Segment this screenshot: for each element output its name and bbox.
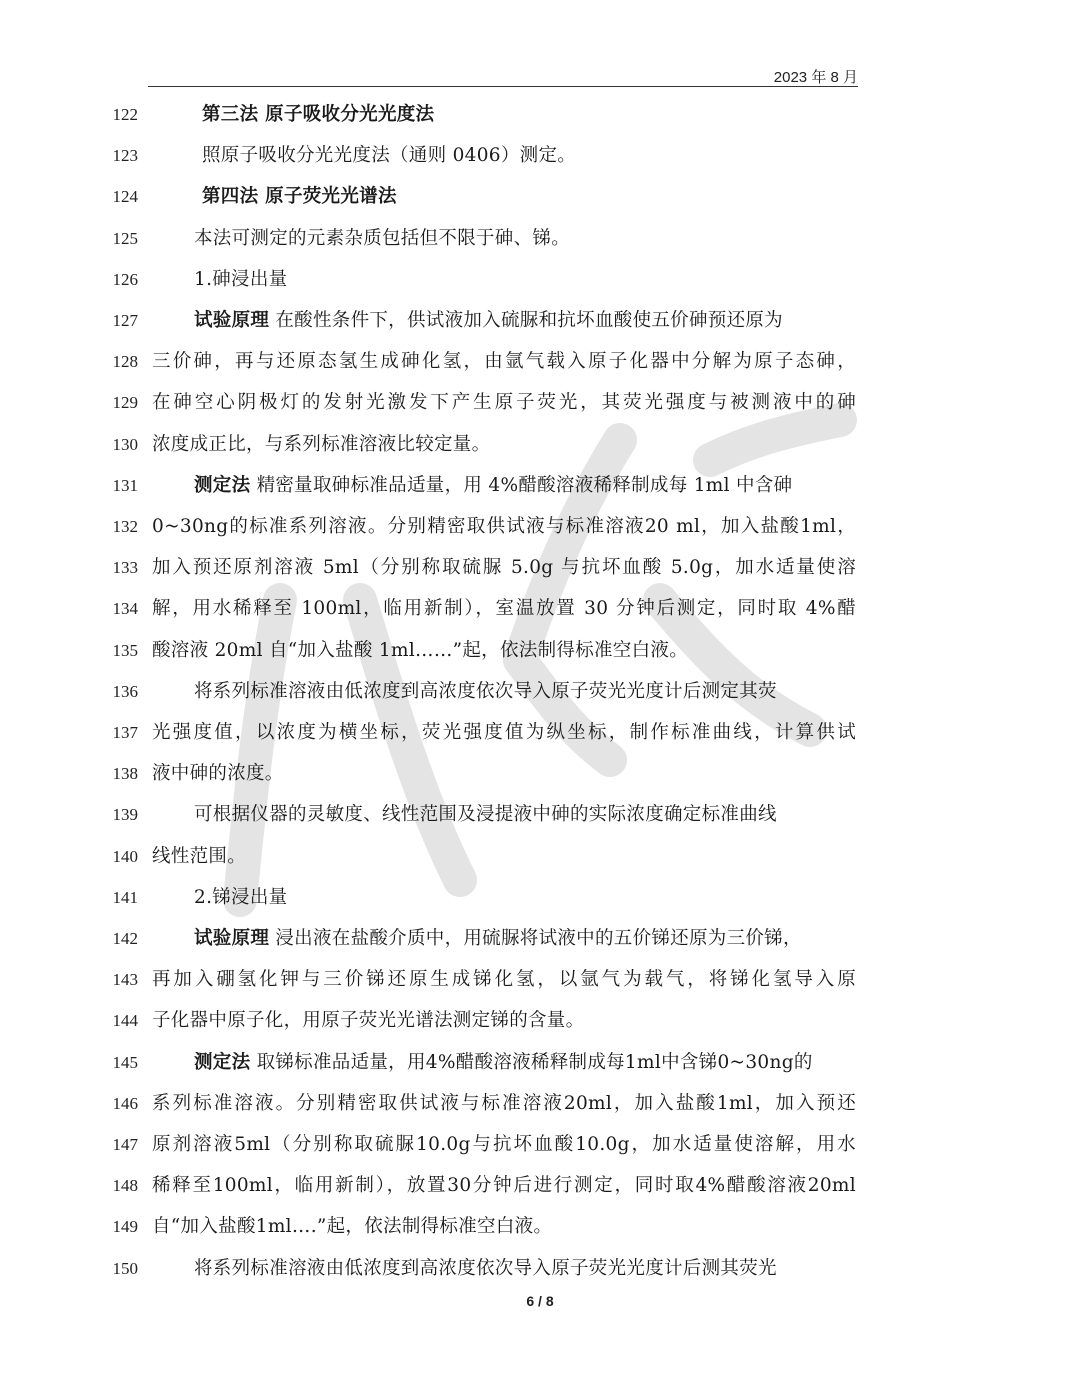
line-content: 本法可测定的元素杂质包括但不限于砷、锑。 [194, 227, 571, 249]
document-line [0, 718, 1080, 748]
line-content: 将系列标准溶液由低浓度到高浓度依次导入原子荧光光度计后测其荧光 [194, 1257, 777, 1279]
line-number: 150 [112, 1258, 138, 1278]
document-line [0, 594, 1080, 624]
header-date: 2023 年 8 月 [773, 69, 858, 86]
line-content: 再加入硼氢化钾与三价锑还原生成锑化氢，以氩气为载气，将锑化氢导入原 [152, 969, 856, 991]
document-line [0, 1171, 1080, 1201]
line-number: 147 [112, 1135, 138, 1154]
line-text [194, 1048, 813, 1078]
header-rule [148, 86, 858, 87]
document-line [0, 1254, 1080, 1284]
line-text [152, 965, 856, 995]
document-line [0, 388, 1080, 418]
line-text [152, 1171, 856, 1201]
line-content: 在酸性条件下，供试液加入硫脲和抗坏血酸使五价砷预还原为 [269, 310, 783, 331]
line-text [202, 182, 397, 212]
line-content: 1.砷浸出量 [194, 268, 288, 290]
line-content: 可根据仪器的灵敏度、线性范围及浸提液中砷的实际浓度确定标准曲线 [194, 804, 777, 826]
line-content: 酸溶液 20ml 自“加入盐酸 1ml……”起，依法制得标准空白液。 [152, 639, 688, 661]
line-content: 0~30ng的标准系列溶液。分别精密取供试液与标准溶液20 ml，加入盐酸1ml， [152, 516, 856, 537]
line-text [194, 924, 802, 954]
line-number: 138 [112, 764, 138, 784]
line-text [194, 265, 287, 295]
line-content: 照原子吸收分光光度法（通则 0406）测定。 [202, 145, 577, 167]
line-number: 134 [112, 599, 138, 619]
line-content: 解，用水稀释至 100ml，临用新制），室温放置 30 分钟后测定，同时取 4%醋 [152, 598, 856, 620]
line-number: 136 [112, 681, 138, 701]
line-text [152, 636, 688, 666]
line-content: 精密量取砷标准品适量，用 4%醋酸溶液稀释制成每 1ml 中含砷 [250, 474, 793, 496]
document-line [0, 182, 1080, 212]
line-number: 139 [112, 805, 138, 825]
line-number: 137 [112, 723, 138, 742]
line-text [152, 1006, 584, 1036]
document-line [0, 265, 1080, 295]
line-content: 加入预还原剂溶液 5ml（分别称取硫脲 5.0g 与抗坏血酸 5.0g，加水适量使溶 [152, 557, 856, 579]
line-number: 124 [112, 187, 138, 207]
document-line [0, 924, 1080, 954]
line-number: 131 [112, 475, 138, 495]
section-heading: 试验原理 [194, 310, 270, 331]
line-content: 系列标准溶液。分别精密取供试液与标准溶液20ml，加入盐酸1ml，加入预还 [152, 1092, 856, 1114]
section-heading: 试验原理 [194, 928, 270, 949]
line-content: 稀释至100ml，临用新制），放置30分钟后进行测定，同时取4%醋酸溶液20ml [152, 1175, 856, 1197]
line-content: 2.锑浸出量 [194, 886, 288, 908]
document-line [0, 1212, 1080, 1242]
page-number: 6 / 8 [526, 1293, 554, 1309]
section-heading: 第三法 原子吸收分光光度法 [202, 104, 435, 125]
line-number: 129 [112, 393, 138, 413]
line-content: 取锑标准品适量，用4%醋酸溶液稀释制成每1ml中含锑0~30ng的 [250, 1051, 813, 1073]
line-number: 132 [112, 517, 138, 536]
line-text [152, 842, 246, 872]
line-text [152, 512, 856, 542]
document-line [0, 141, 1080, 171]
line-number: 145 [112, 1052, 138, 1072]
section-heading: 测定法 [194, 474, 251, 496]
document-line [0, 759, 1080, 789]
line-number: 125 [112, 228, 138, 248]
line-content: 浸出液在盐酸介质中，用硫脲将试液中的五价锑还原为三价锑， [269, 928, 802, 949]
line-content: 线性范围。 [152, 845, 247, 867]
document-line [0, 1130, 1080, 1160]
line-number: 128 [112, 352, 138, 372]
line-number: 144 [112, 1011, 138, 1031]
section-heading: 测定法 [194, 1051, 251, 1073]
line-text [194, 883, 287, 913]
document-line [0, 430, 1080, 460]
line-number: 126 [112, 269, 138, 289]
line-text [152, 1212, 552, 1242]
line-number: 140 [112, 846, 138, 866]
line-number: 135 [112, 640, 138, 660]
document-line [0, 553, 1080, 583]
line-text [194, 800, 777, 830]
line-content: 在砷空心阴极灯的发射光激发下产生原子荧光，其荧光强度与被测液中的砷 [152, 392, 856, 414]
line-content: 液中砷的浓度。 [152, 763, 284, 785]
document-line [0, 636, 1080, 666]
line-content: 三价砷，再与还原态氢生成砷化氢，由氩气载入原子化器中分解为原子态砷， [152, 351, 856, 373]
line-number: 133 [112, 558, 138, 578]
document-line [0, 1089, 1080, 1119]
line-number: 123 [112, 146, 138, 166]
line-text [194, 224, 570, 254]
line-text [202, 100, 434, 130]
line-text [152, 1130, 856, 1160]
document-line [0, 100, 1080, 130]
line-content: 浓度成正比，与系列标准溶液比较定量。 [152, 433, 491, 455]
document-line [0, 512, 1080, 542]
line-content: 光强度值，以浓度为横坐标，荧光强度值为纵坐标，制作标准曲线，计算供试 [152, 722, 856, 743]
line-number: 130 [112, 434, 138, 454]
line-text [152, 1089, 856, 1119]
line-text [194, 677, 777, 707]
line-text [152, 759, 284, 789]
document-line [0, 471, 1080, 501]
document-line [0, 883, 1080, 913]
document-line [0, 347, 1080, 377]
line-text [152, 347, 856, 377]
line-text [194, 471, 792, 501]
line-number: 141 [112, 887, 138, 907]
document-line [0, 306, 1080, 336]
line-content: 自“加入盐酸1ml….”起，依法制得标准空白液。 [152, 1216, 553, 1238]
line-number: 149 [112, 1217, 138, 1237]
line-content: 子化器中原子化，用原子荧光光谱法测定锑的含量。 [152, 1010, 585, 1032]
section-heading: 第四法 原子荧光光谱法 [202, 186, 397, 208]
line-text [202, 141, 576, 171]
document-line [0, 1048, 1080, 1078]
line-text [194, 1254, 777, 1284]
line-number: 142 [112, 929, 138, 948]
document-line [0, 677, 1080, 707]
line-number: 127 [112, 311, 138, 330]
document-line [0, 842, 1080, 872]
line-content: 将系列标准溶液由低浓度到高浓度依次导入原子荧光光度计后测定其荧 [194, 680, 777, 702]
document-line [0, 1006, 1080, 1036]
line-text [152, 594, 856, 624]
line-number: 143 [112, 970, 138, 990]
document-line [0, 800, 1080, 830]
line-text [152, 718, 856, 748]
line-content: 原剂溶液5ml（分别称取硫脲10.0g与抗坏血酸10.0g，加水适量使溶解，用水 [152, 1134, 856, 1155]
line-number: 146 [112, 1093, 138, 1113]
line-text [152, 388, 856, 418]
line-text [194, 306, 783, 336]
document-line [0, 965, 1080, 995]
document-line [0, 224, 1080, 254]
line-text [152, 553, 856, 583]
line-number: 122 [112, 105, 138, 124]
line-number: 148 [112, 1176, 138, 1196]
line-text [152, 430, 490, 460]
